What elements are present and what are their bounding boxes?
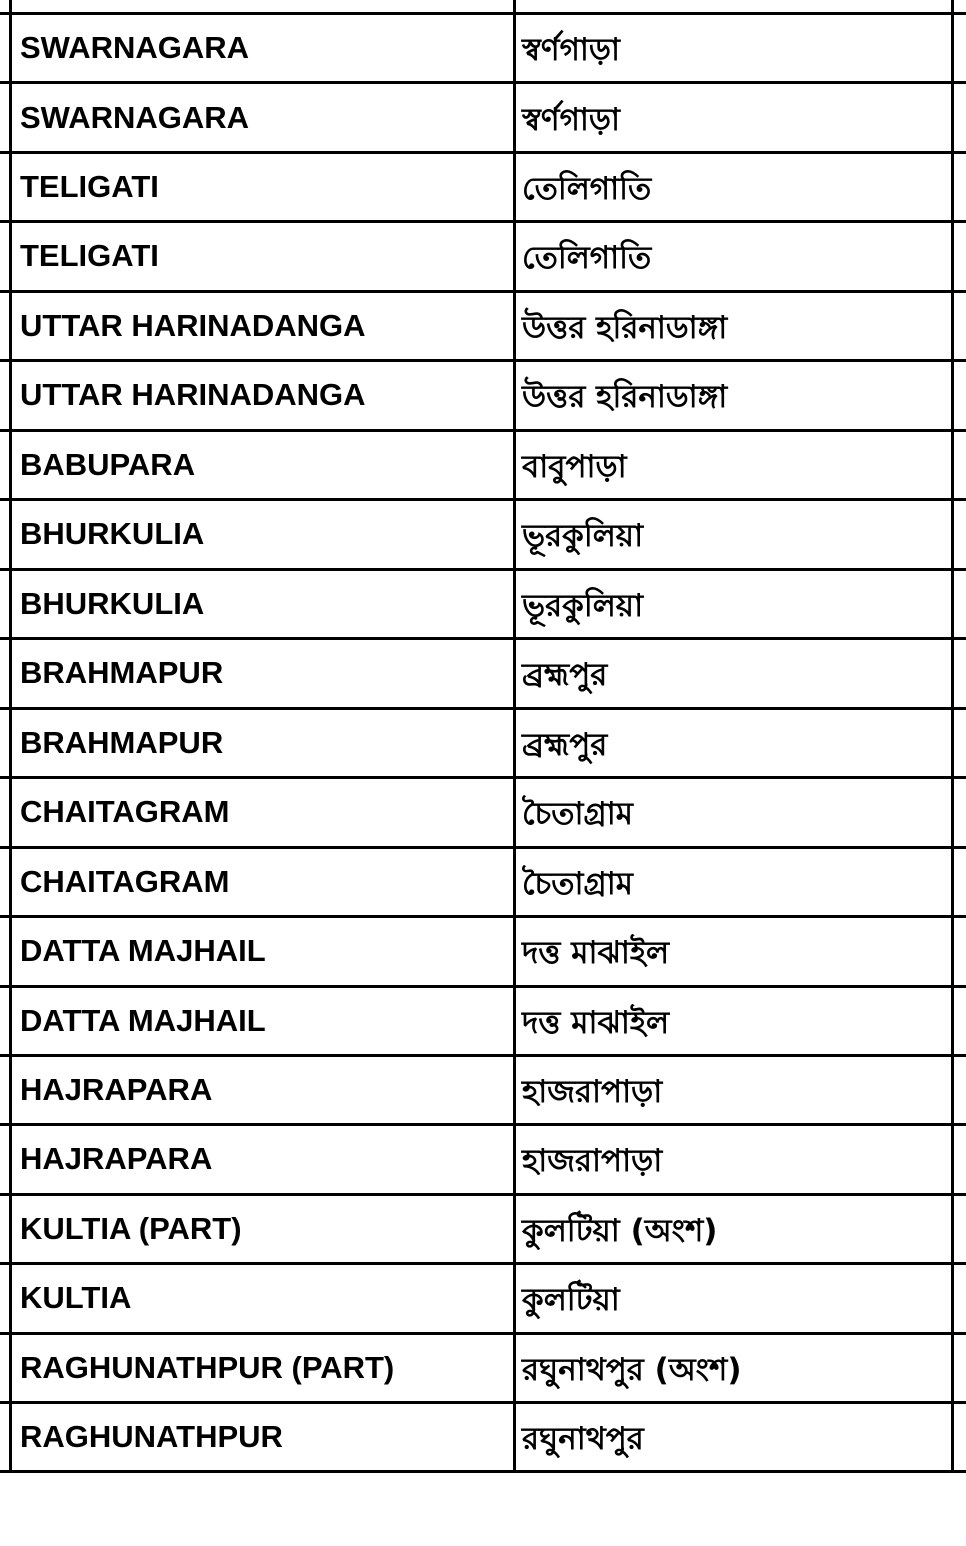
village-name-english: CHAITAGRAM [20, 864, 230, 899]
clipped-text-fragment [255, 0, 285, 3]
village-name-bengali: রঘুনাথপুর [522, 1421, 644, 1457]
village-name-english: DATTA MAJHAIL [20, 1003, 266, 1038]
village-name-english: KULTIA [20, 1280, 132, 1315]
table-row [0, 84, 966, 153]
village-name-english: BRAHMAPUR [20, 725, 224, 760]
village-name-bengali: কুলটিয়া (অংশ) [522, 1213, 718, 1249]
table-row [0, 1195, 966, 1264]
village-name-bengali: উত্তর হরিনাডাঙ্গা [522, 379, 728, 415]
village-name-bengali: চৈতাগ্রাম [522, 866, 633, 902]
village-name-bengali: দত্ত মাঝাইল [522, 1005, 670, 1041]
village-name-bengali: কুলটিয়া [522, 1282, 620, 1318]
village-name-english: BHURKULIA [20, 586, 205, 621]
village-name-english: RAGHUNATHPUR (PART) [20, 1350, 395, 1385]
table-row [0, 500, 966, 569]
village-name-english: KULTIA (PART) [20, 1211, 242, 1246]
table-row [0, 1056, 966, 1125]
table-row [0, 778, 966, 847]
village-name-bengali: স্বর্ণগাড়া [522, 32, 621, 68]
village-name-bengali: ব্রহ্মপুর [522, 727, 608, 763]
table-row [0, 709, 966, 778]
village-name-english: UTTAR HARINADANGA [20, 308, 366, 343]
village-name-english: SWARNAGARA [20, 30, 250, 65]
village-name-english: DATTA MAJHAIL [20, 933, 266, 968]
village-name-english: TELIGATI [20, 169, 159, 204]
village-name-english: BRAHMAPUR [20, 655, 224, 690]
table-row [0, 14, 966, 83]
table-row [0, 917, 966, 986]
village-name-bengali: হাজরাপাড়া [522, 1143, 663, 1179]
village-name-bengali: ভূরকুলিয়া [522, 588, 644, 624]
table-row [0, 1334, 966, 1403]
village-name-bengali: দত্ত মাঝাইল [522, 935, 670, 971]
table-row [0, 361, 966, 430]
table-row [0, 1125, 966, 1194]
village-name-bengali: তেলিগাতি [522, 171, 652, 207]
table-row [0, 570, 966, 639]
village-name-english: BABUPARA [20, 447, 196, 482]
table-row [0, 1403, 966, 1472]
clipped-text-fragment [730, 0, 760, 3]
table-row [0, 222, 966, 291]
village-name-bengali: ভূরকুলিয়া [522, 518, 644, 554]
table-row [0, 848, 966, 917]
table-row [0, 153, 966, 222]
table-row [0, 431, 966, 500]
village-name-bengali: উত্তর হরিনাডাঙ্গা [522, 310, 728, 346]
village-name-english: CHAITAGRAM [20, 794, 230, 829]
village-name-english: HAJRAPARA [20, 1072, 213, 1107]
village-name-bengali: স্বর্ণগাড়া [522, 102, 621, 138]
village-name-bengali: তেলিগাতি [522, 240, 652, 276]
village-name-english: BHURKULIA [20, 516, 205, 551]
village-name-bengali: হাজরাপাড়া [522, 1074, 663, 1110]
table-row [0, 1264, 966, 1333]
table-row [0, 639, 966, 708]
village-name-english: RAGHUNATHPUR [20, 1419, 283, 1454]
table-row [0, 292, 966, 361]
village-name-english: HAJRAPARA [20, 1141, 213, 1176]
village-name-english: SWARNAGARA [20, 100, 250, 135]
village-name-english: UTTAR HARINADANGA [20, 377, 366, 412]
village-name-english: TELIGATI [20, 238, 159, 273]
village-name-bengali: বাবুপাড়া [522, 449, 627, 485]
table-row [0, 987, 966, 1056]
village-name-bengali: রঘুনাথপুর (অংশ) [522, 1352, 742, 1388]
village-name-bengali: ব্রহ্মপুর [522, 657, 608, 693]
village-name-bengali: চৈতাগ্রাম [522, 796, 633, 832]
